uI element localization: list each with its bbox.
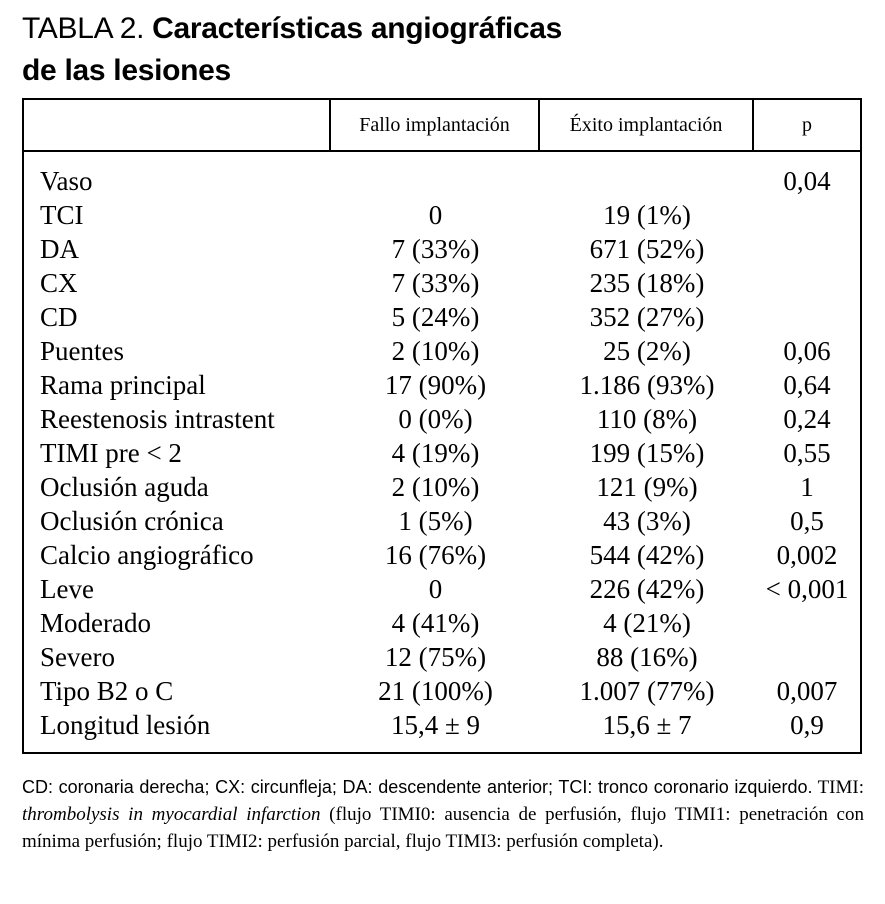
cell-fallo: 16 (76%) xyxy=(384,540,487,570)
cell-exito: 25 (2%) xyxy=(603,336,691,366)
cell-p: 0,5 xyxy=(790,506,824,536)
row-label: Longitud lesión xyxy=(40,710,211,740)
row-label: Oclusión crónica xyxy=(40,506,224,536)
header-cell-fallo: Fallo implantación xyxy=(331,100,540,150)
cell-p: 0,06 xyxy=(783,336,831,366)
table-row xyxy=(24,164,860,198)
footnote-abbreviations: CD: coronaria derecha; CX: circunfleja; DA: descendente anterior; TCI: tronco coronario izquierdo. xyxy=(22,777,813,797)
cell-exito: 4 (21%) xyxy=(603,608,691,638)
table-row xyxy=(24,436,860,470)
cell-exito: 544 (42%) xyxy=(589,540,705,570)
cell-exito: 226 (42%) xyxy=(589,574,705,604)
table-row xyxy=(24,334,860,368)
cell-exito: 15,6 ± 7 xyxy=(602,710,692,740)
cell-exito: 19 (1%) xyxy=(603,200,691,230)
table-row xyxy=(24,266,860,300)
table-row xyxy=(24,606,860,640)
row-label: Tipo B2 o C xyxy=(40,676,174,706)
footnote-timi-italic: thrombolysis in myocardial infarction xyxy=(22,804,321,825)
cell-exito: 43 (3%) xyxy=(603,506,691,536)
row-label: Puentes xyxy=(40,336,124,366)
title-line-1 xyxy=(22,8,872,50)
table-row xyxy=(24,402,860,436)
row-label: CD xyxy=(40,302,78,332)
table-row xyxy=(24,538,860,572)
cell-fallo: 7 (33%) xyxy=(391,234,480,264)
table-row xyxy=(24,232,860,266)
cell-p: 0,24 xyxy=(783,404,831,434)
cell-p: 0,9 xyxy=(790,710,824,740)
row-label: TIMI pre < 2 xyxy=(40,438,182,468)
cell-fallo: 2 (10%) xyxy=(391,336,480,366)
table-row xyxy=(24,470,860,504)
cell-p: 0,55 xyxy=(783,438,831,468)
row-label: DA xyxy=(40,234,79,264)
cell-fallo: 7 (33%) xyxy=(391,268,480,298)
cell-fallo: 1 (5%) xyxy=(398,506,473,536)
cell-fallo: 4 (41%) xyxy=(391,608,480,638)
cell-fallo: 12 (75%) xyxy=(384,642,487,672)
cell-p: 0,64 xyxy=(783,370,831,400)
cell-p: 1 xyxy=(800,472,814,502)
row-label: Vaso xyxy=(40,166,93,196)
cell-fallo: 0 xyxy=(428,574,443,604)
cell-fallo: 5 (24%) xyxy=(391,302,480,332)
row-label: Oclusión aguda xyxy=(40,472,209,502)
table-row xyxy=(24,572,860,606)
table-row xyxy=(24,708,860,742)
cell-exito: 1.007 (77%) xyxy=(579,676,715,706)
cell-fallo: 0 xyxy=(428,200,443,230)
table-title xyxy=(22,8,872,92)
footnote-timi-label: TIMI: xyxy=(812,777,864,798)
table-row xyxy=(24,674,860,708)
cell-fallo: 21 (100%) xyxy=(378,676,493,706)
row-label: TCI xyxy=(40,200,84,230)
cell-exito: 110 (8%) xyxy=(596,404,698,434)
row-label: Moderado xyxy=(40,608,151,638)
header-cell-exito: Éxito implantación xyxy=(540,100,754,150)
table-row xyxy=(24,300,860,334)
cell-fallo: 15,4 ± 9 xyxy=(390,710,481,740)
cell-exito: 352 (27%) xyxy=(589,302,705,332)
row-label: Severo xyxy=(40,642,115,672)
cell-fallo: 2 (10%) xyxy=(391,472,480,502)
cell-exito: 1.186 (93%) xyxy=(579,370,715,400)
table-body xyxy=(24,164,860,742)
cell-fallo: 17 (90%) xyxy=(384,370,487,400)
cell-exito: 235 (18%) xyxy=(589,268,705,298)
cell-exito: 199 (15%) xyxy=(589,438,705,468)
cell-exito: 88 (16%) xyxy=(596,642,698,672)
row-label: Leve xyxy=(40,574,94,604)
footnote-timi-definition: (flujo TIMI0: ausencia de perfusión, flujo TIMI1: penetración con mínima perfusión; flujo TIMI2: perfusión parcial, flujo TIMI3: perfusión completa). xyxy=(22,804,864,852)
row-label: Reestenosis intrastent xyxy=(40,404,275,434)
cell-fallo: 0 (0%) xyxy=(398,404,473,434)
cell-fallo: 4 (19%) xyxy=(391,438,480,468)
header-cell-p: p xyxy=(802,114,812,136)
table-row xyxy=(24,504,860,538)
cell-p: 0,04 xyxy=(783,166,831,196)
title-text-line-2: de las lesiones xyxy=(22,54,231,87)
cell-p: < 0,001 xyxy=(765,574,849,604)
table-row xyxy=(24,198,860,232)
title-text-line-1: Características angiográficas xyxy=(152,12,563,45)
cell-exito: 121 (9%) xyxy=(596,472,698,502)
row-label: Rama principal xyxy=(40,370,206,400)
table-row xyxy=(24,640,860,674)
cell-exito: 671 (52%) xyxy=(589,234,705,264)
cell-p: 0,002 xyxy=(776,540,838,570)
row-label: CX xyxy=(40,268,78,298)
table-row xyxy=(24,368,860,402)
table-footnote xyxy=(22,774,864,855)
header-cell-label xyxy=(24,100,331,150)
table-header-row xyxy=(24,100,860,152)
cell-p: 0,007 xyxy=(776,676,838,706)
table-number: TABLA 2. xyxy=(22,12,145,45)
row-label: Calcio angiográfico xyxy=(40,540,254,570)
data-table xyxy=(22,98,862,754)
